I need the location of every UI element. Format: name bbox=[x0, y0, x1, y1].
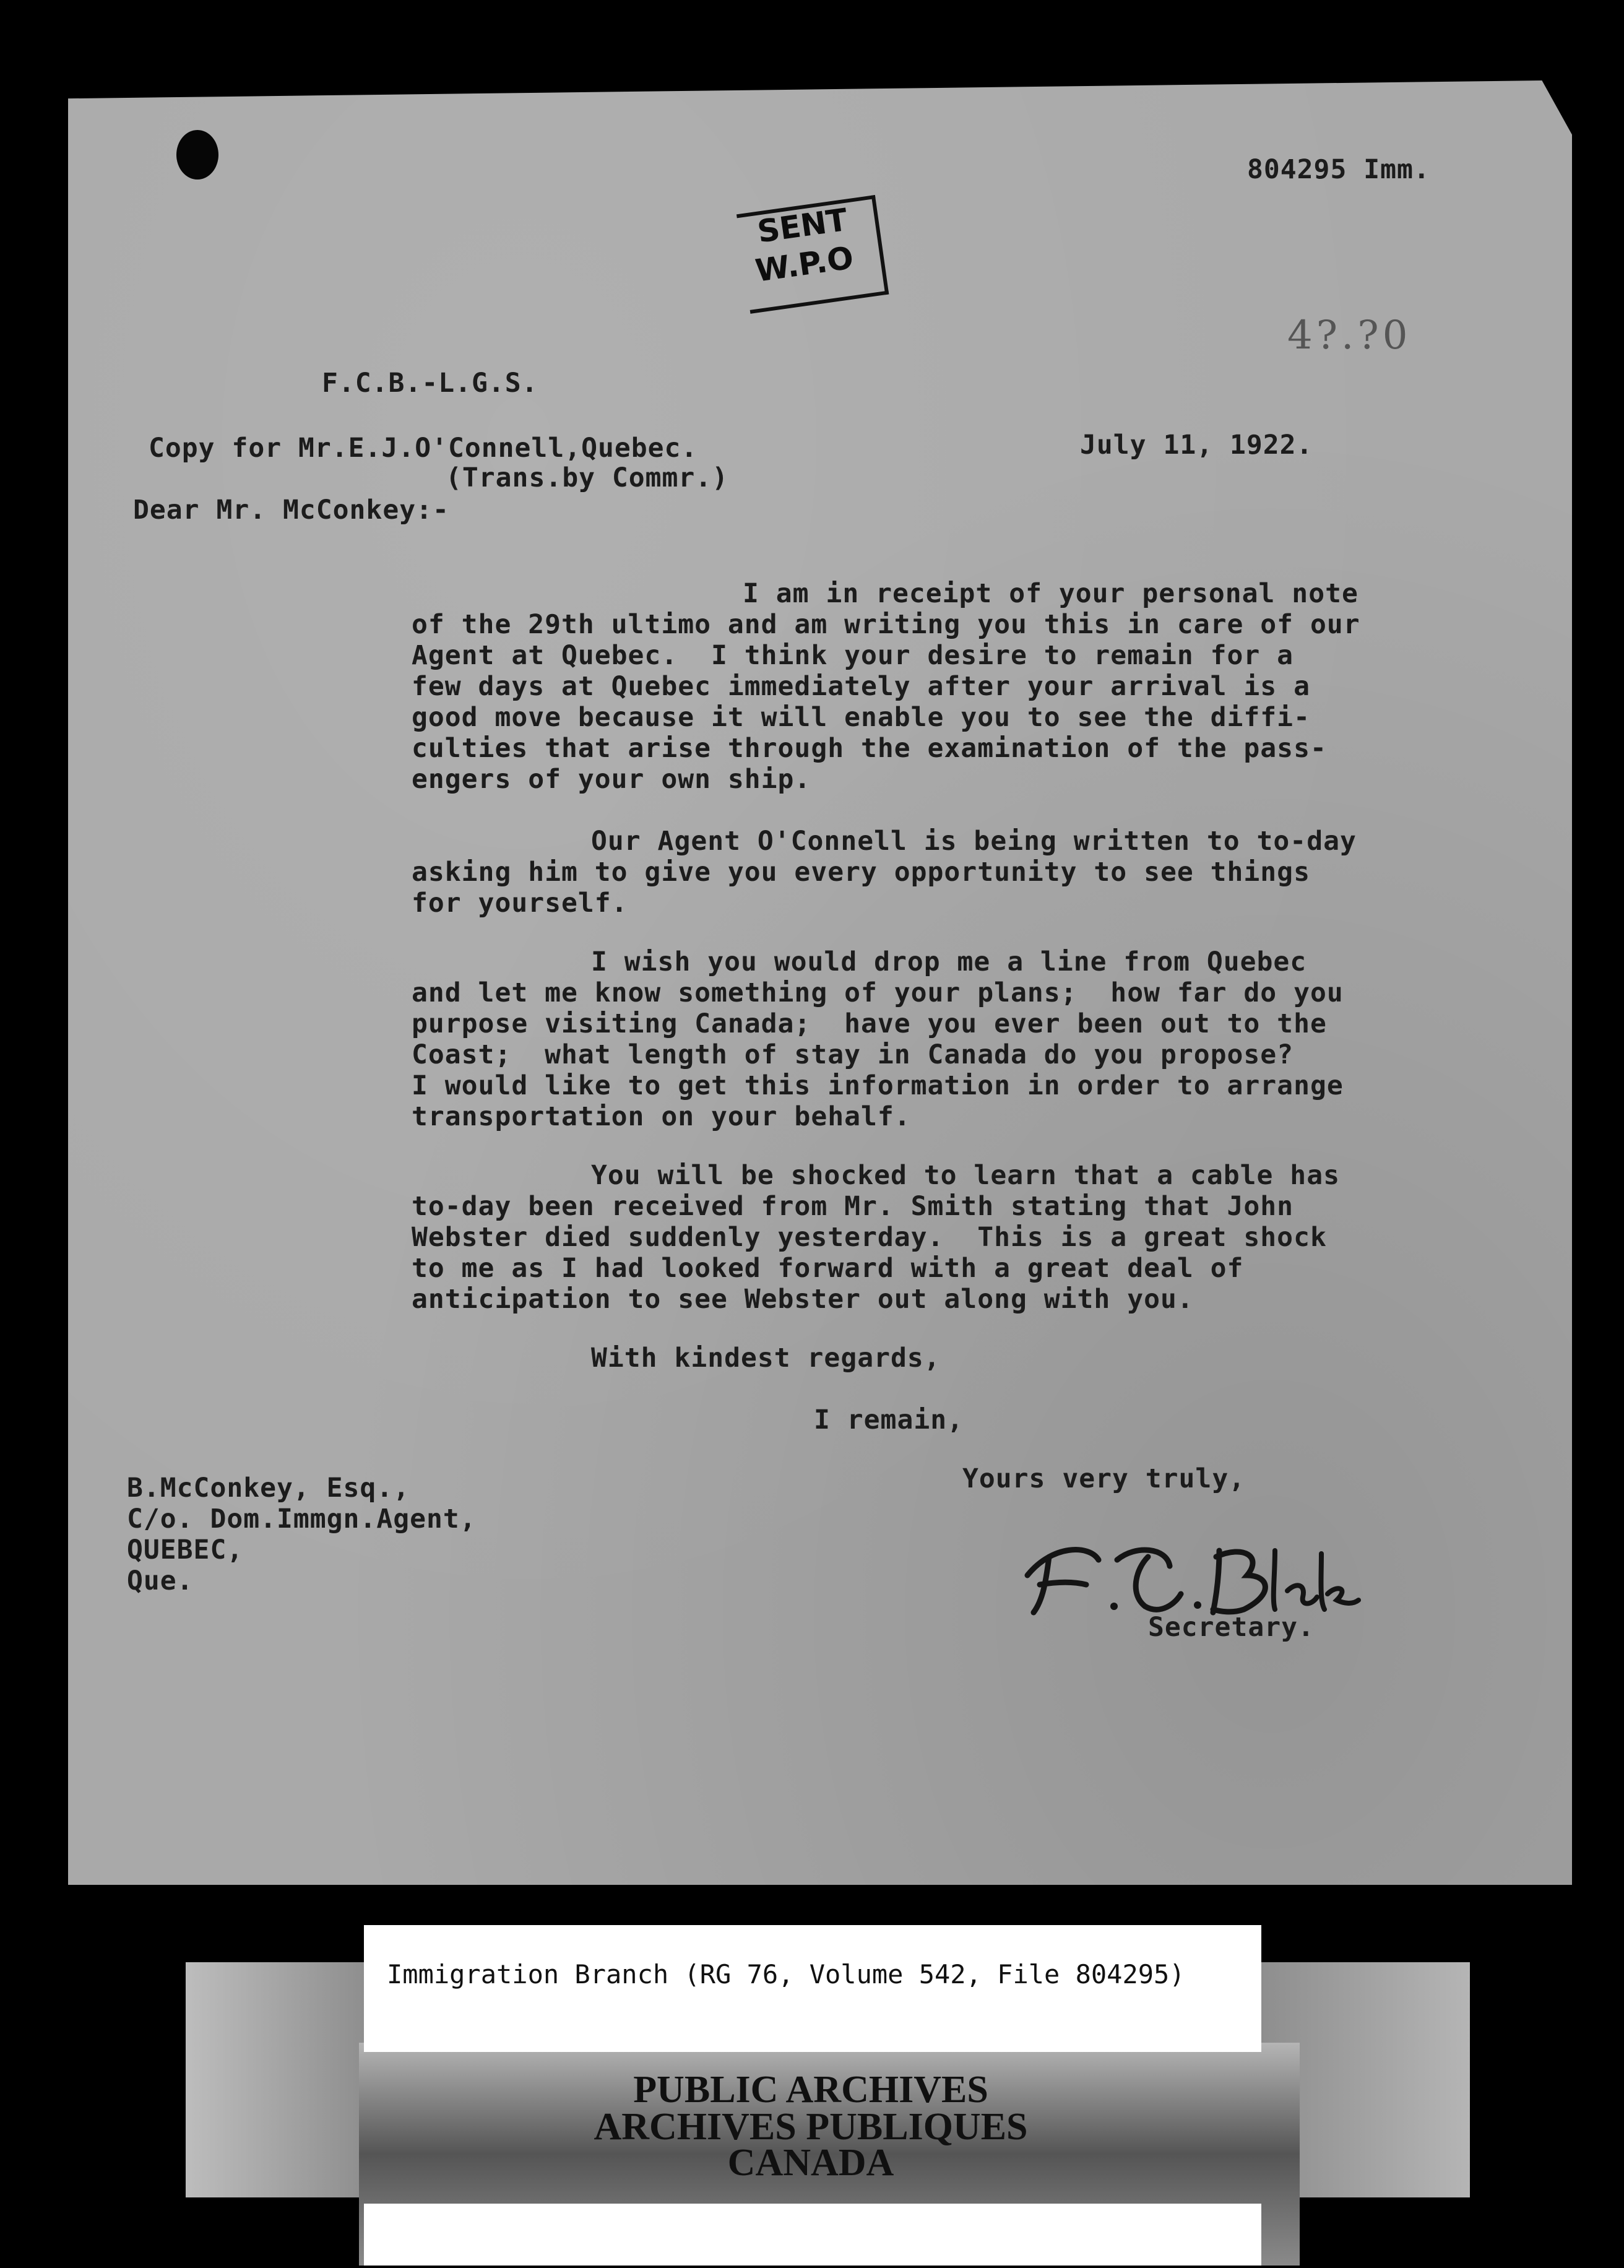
body-line: engers of your own ship. bbox=[412, 764, 811, 795]
archive-caption: Immigration Branch (RG 76, Volume 542, File 804295) bbox=[387, 1959, 1185, 1989]
body-line: transportation on your behalf. bbox=[412, 1101, 911, 1132]
body-line: Coast; what length of stay in Canada do you propose? bbox=[412, 1039, 1294, 1070]
body-line: I would like to get this information in order to arrange bbox=[412, 1070, 1344, 1101]
body-line: and let me know something of your plans; how far do you bbox=[412, 977, 1344, 1008]
body-line: purpose visiting Canada; have you ever been out to the bbox=[412, 1008, 1327, 1039]
body-line: anticipation to see Webster out along with you. bbox=[412, 1284, 1194, 1315]
archive-stamp-line3: CANADA bbox=[727, 2142, 894, 2184]
closing-regards: With kindest regards, bbox=[591, 1343, 941, 1374]
body-line: asking him to give you every opportunity to see things bbox=[412, 857, 1310, 888]
signer-title: Secretary. bbox=[1148, 1612, 1315, 1643]
body-line: I wish you would drop me a line from Quebec bbox=[591, 946, 1307, 977]
copy-line: Copy for Mr.E.J.O'Connell,Quebec. bbox=[149, 433, 698, 464]
sent-stamp-line2: W.P.O bbox=[753, 240, 856, 289]
letter-date: July 11, 1922. bbox=[1080, 430, 1313, 461]
sent-stamp bbox=[736, 195, 888, 313]
body-line: I am in receipt of your personal note bbox=[743, 578, 1358, 609]
address-line: B.McConkey, Esq., bbox=[127, 1473, 410, 1504]
body-line: Webster died suddenly yesterday. This is a great shock bbox=[412, 1222, 1327, 1253]
body-line: culties that arise through the examination of the pass- bbox=[412, 733, 1327, 764]
body-line: Our Agent O'Connell is being written to to-day bbox=[591, 826, 1357, 857]
body-line: to me as I had looked forward with a great deal of bbox=[412, 1253, 1244, 1284]
address-line: Que. bbox=[127, 1565, 194, 1596]
archive-stamp-line1: PUBLIC ARCHIVES bbox=[633, 2069, 988, 2111]
sent-stamp-line1: SENT bbox=[755, 201, 850, 250]
punch-hole bbox=[176, 130, 218, 180]
address-line: QUEBEC, bbox=[127, 1534, 244, 1565]
trans-note: (Trans.by Commr.) bbox=[446, 462, 729, 493]
closing-remain: I remain, bbox=[814, 1405, 964, 1435]
caption-card-bottom bbox=[364, 2204, 1261, 2266]
body-line: to-day been received from Mr. Smith stating that John bbox=[412, 1191, 1294, 1222]
file-reference: 804295 Imm. bbox=[1247, 154, 1430, 185]
handwritten-signature bbox=[1015, 1532, 1362, 1625]
body-line: for yourself. bbox=[412, 888, 628, 919]
address-line: C/o. Dom.Immgn.Agent, bbox=[127, 1504, 477, 1534]
closing-yours: Yours very truly, bbox=[962, 1463, 1246, 1494]
body-line: good move because it will enable you to see the diffi- bbox=[412, 702, 1310, 733]
salutation: Dear Mr. McConkey:- bbox=[133, 495, 449, 526]
body-line: few days at Quebec immediately after your arrival is a bbox=[412, 671, 1310, 702]
body-line: Agent at Quebec. I think your desire to remain for a bbox=[412, 640, 1294, 671]
body-line: You will be shocked to learn that a cable has bbox=[591, 1160, 1340, 1191]
archive-stamp-line2: ARCHIVES PUBLIQUES bbox=[594, 2106, 1028, 2148]
body-line: of the 29th ultimo and am writing you this in care of our bbox=[412, 609, 1360, 640]
margin-number-mark: 4?.?0 bbox=[1287, 313, 1412, 358]
initials: F.C.B.-L.G.S. bbox=[322, 368, 538, 399]
